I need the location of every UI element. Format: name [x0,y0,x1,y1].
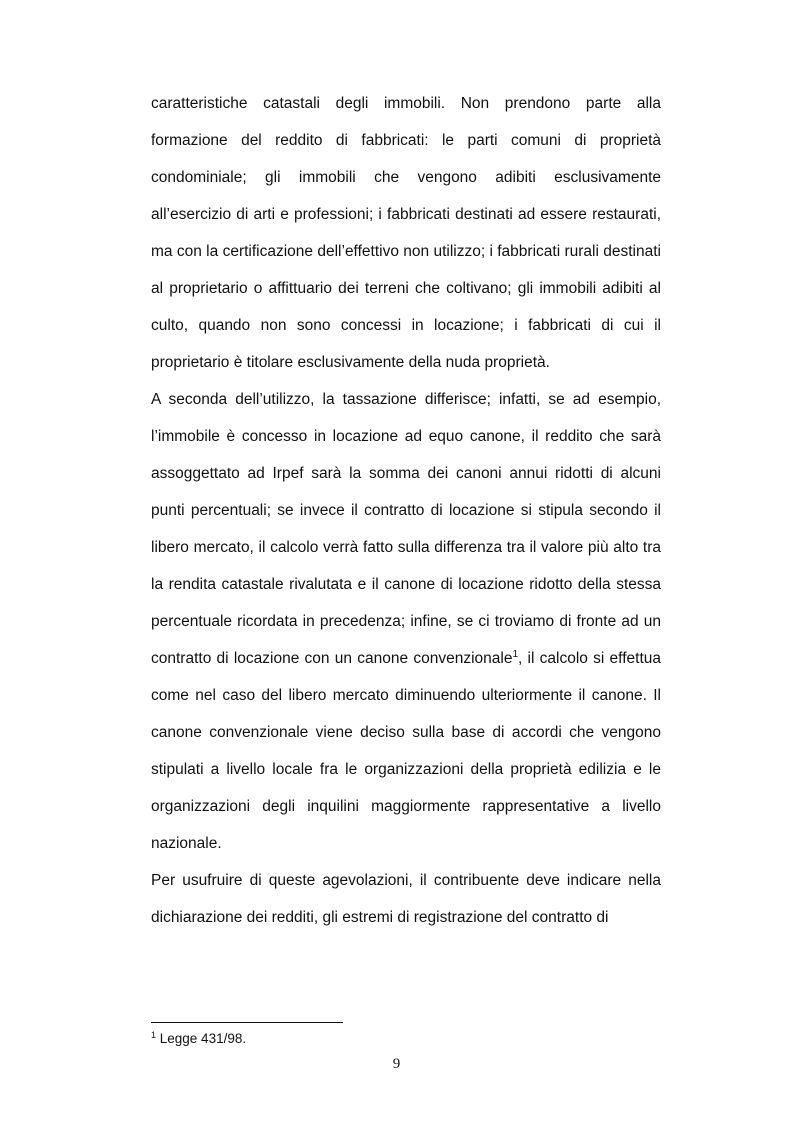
paragraph-2-text-after-ref: , il calcolo si effettua come nel caso del libero mercato diminuendo ulteriormente il canone. Il canone convenzionale viene deciso sulla base di accordi che vengono stipulati a livello locale fra le organizzazioni della proprietà edilizia e le organizzazioni degli inquilini maggiormente rappresentative a livello nazionale. [151,650,661,852]
footnote-text: Legge 431/98. [156,1031,247,1046]
footnote [151,1031,246,1047]
paragraph-1: caratteristiche catastali degli immobili. Non prendono parte alla formazione del reddito di fabbricati: le parti comuni di proprietà condominiale; gli immobili che vengono adibiti esclusivamente all’esercizio di arti e professioni; i fabbricati destinati ad essere restaurati, ma con la certificazione dell’effettivo non utilizzo; i fabbricati rurali destinati al proprietario o affittuario dei terreni che coltivano; gli immobili adibiti al culto, quando non sono concessi in locazione; i fabbricati di cui il proprietario è titolare esclusivamente della nuda proprietà. [151,95,661,371]
page-body [151,85,661,936]
page-number: 9 [392,1056,401,1072]
footnote-reference[interactable]: 1 [512,649,518,660]
body-text [151,85,661,936]
paragraph-2-text-before-ref: A seconda dell’utilizzo, la tassazione differisce; infatti, se ad esempio, l’immobile è concesso in locazione ad equo canone, il reddito che sarà assoggettato ad Irpef sarà la somma dei canoni annui ridotti di alcuni punti percentuali; se invece il contratto di locazione si stipula secondo il libero mercato, il calcolo verrà fatto sulla differenza tra il valore più alto tra la rendita catastale rivalutata e il canone di locazione ridotto della stessa percentuale ricordata in precedenza; infine, se ci troviamo di fronte ad un contratto di locazione con un canone convenzionale [151,391,661,667]
footnote-number: 1 [151,1030,157,1040]
footnote-divider [151,1022,343,1023]
paragraph-2 [151,381,661,862]
paragraph-3: Per usufruire di queste agevolazioni, il contribuente deve indicare nella dichiarazione dei redditi, gli estremi di registrazione del contratto di [151,872,661,926]
